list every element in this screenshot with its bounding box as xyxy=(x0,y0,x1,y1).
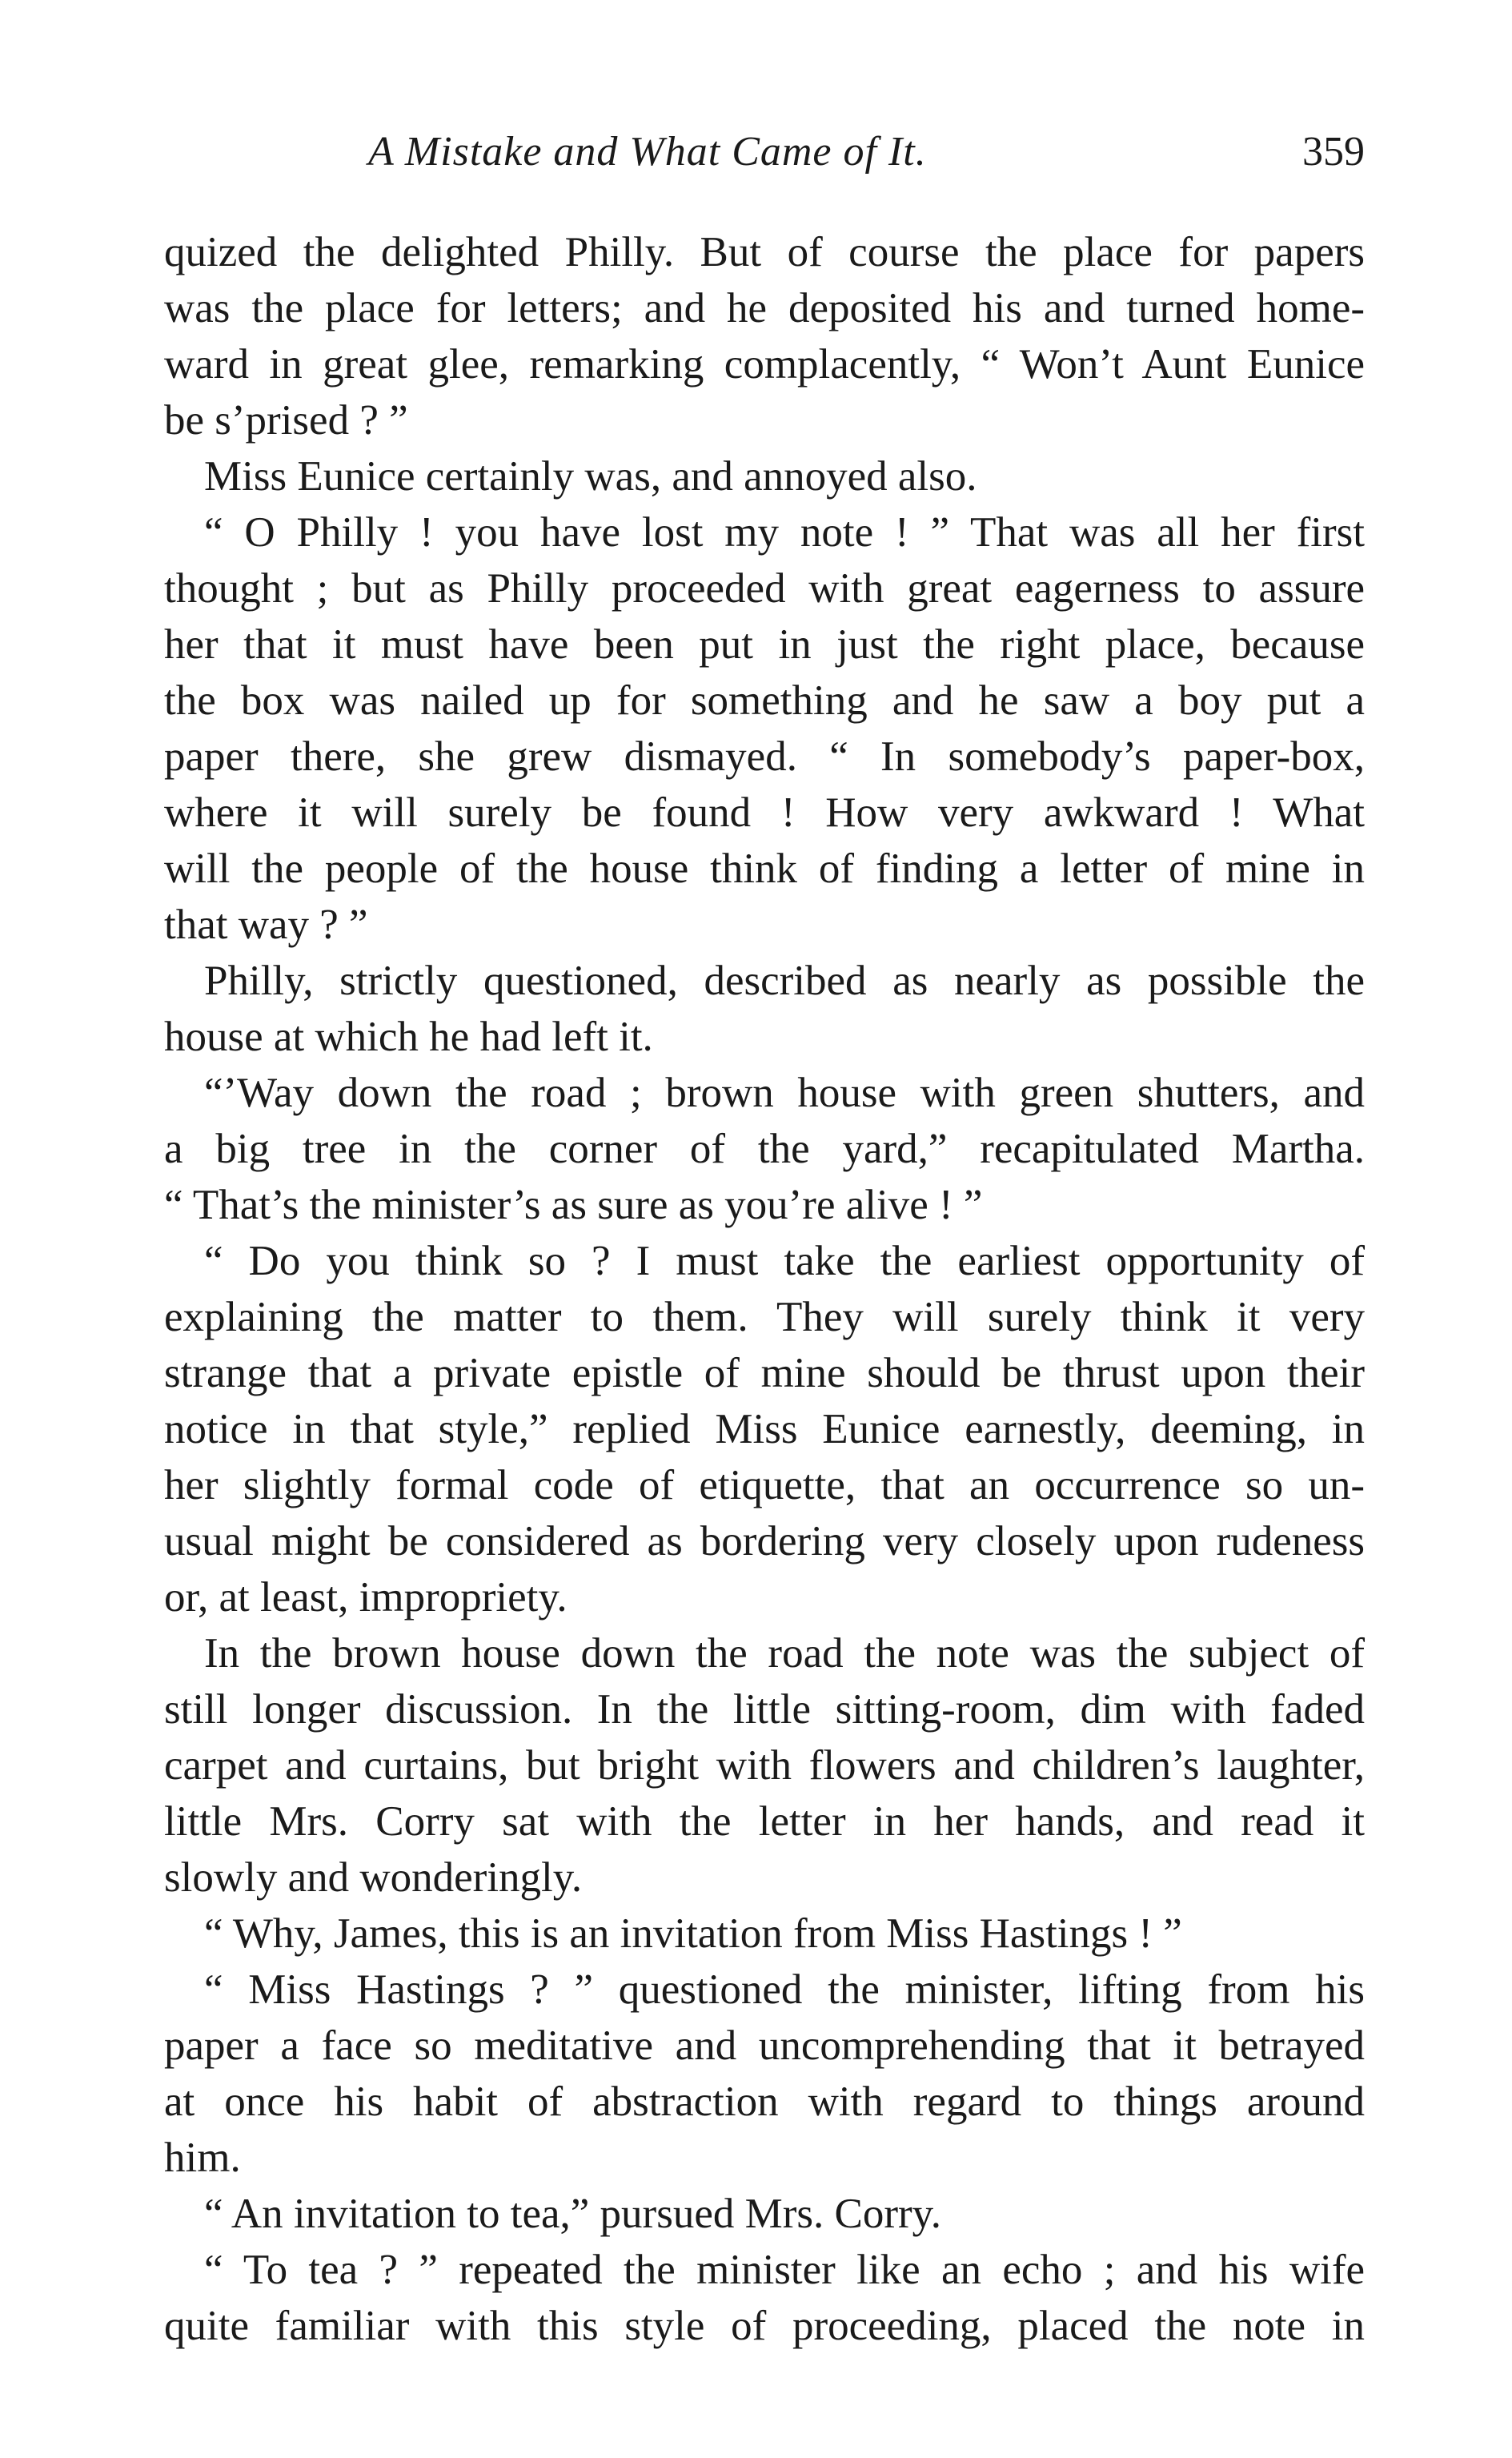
text-line: be s’prised ? ” xyxy=(164,397,408,444)
text-line: paper there, she grew dismayed. “ In somebody’s paper-box, xyxy=(164,733,1365,780)
text-line: “ To tea ? ” repeated the minister like an echo ; and his wife xyxy=(204,2247,1365,2293)
text-line: quized the delighted Philly. But of course the place for papers xyxy=(164,229,1365,275)
text-line: notice in that style,” replied Miss Eunice earnestly, deeming, in xyxy=(164,1406,1365,1452)
text-line: quite familiar with this style of proceeding, placed the note in xyxy=(164,2303,1365,2349)
text-line: In the brown house down the road the note was the subject of xyxy=(204,1630,1365,1677)
text-line: little Mrs. Corry sat with the letter in her hands, and read it xyxy=(164,1798,1365,1845)
text-line: was the place for letters; and he deposited his and turned home- xyxy=(164,285,1365,331)
text-line: will the people of the house think of finding a letter of mine in xyxy=(164,845,1365,892)
text-line: her slightly formal code of etiquette, that an occurrence so un- xyxy=(164,1462,1365,1508)
text-line: “’Way down the road ; brown house with green shutters, and xyxy=(204,1070,1365,1116)
text-line: “ O Philly ! you have lost my note ! ” That was all her first xyxy=(204,509,1365,556)
text-line: Philly, strictly questioned, described as nearly as possible the xyxy=(204,958,1365,1004)
running-title: A Mistake and What Came of It. xyxy=(368,129,927,175)
text-line: strange that a private epistle of mine should be thrust upon their xyxy=(164,1350,1365,1396)
text-line: a big tree in the corner of the yard,” recapitulated Martha. xyxy=(164,1126,1365,1172)
text-line: thought ; but as Philly proceeded with great eagerness to assure xyxy=(164,565,1365,612)
text-line: “ An invitation to tea,” pursued Mrs. Corry. xyxy=(204,2191,941,2237)
text-line: carpet and curtains, but bright with flowers and children’s laughter, xyxy=(164,1742,1365,1789)
text-line: “ Do you think so ? I must take the earliest opportunity of xyxy=(204,1238,1365,1284)
page-number: 359 xyxy=(1302,129,1365,175)
text-line: explaining the matter to them. They will surely think it very xyxy=(164,1294,1365,1340)
text-line: or, at least, impropriety. xyxy=(164,1574,568,1621)
text-line: her that it must have been put in just the right place, because xyxy=(164,621,1365,668)
text-line: paper a face so meditative and uncomprehending that it betrayed xyxy=(164,2022,1365,2069)
text-line: still longer discussion. In the little sitting-room, dim with faded xyxy=(164,1686,1365,1733)
text-line: him. xyxy=(164,2135,241,2181)
text-line: that way ? ” xyxy=(164,902,368,948)
text-line: usual might be considered as bordering very closely upon rudeness xyxy=(164,1518,1365,1564)
text-line: where it will surely be found ! How very awkward ! What xyxy=(164,789,1365,836)
text-line: slowly and wonderingly. xyxy=(164,1854,583,1901)
text-line: “ Why, James, this is an invitation from Miss Hastings ! ” xyxy=(204,1910,1182,1957)
text-line: the box was nailed up for something and he saw a boy put a xyxy=(164,677,1365,724)
body-text xyxy=(164,224,1365,2354)
text-line: “ That’s the minister’s as sure as you’re alive ! ” xyxy=(164,1182,983,1228)
page-header xyxy=(164,128,1365,184)
text-line: Miss Eunice certainly was, and annoyed also. xyxy=(204,453,977,500)
text-line: ward in great glee, remarking complacently, “ Won’t Aunt Eunice xyxy=(164,341,1365,388)
text-line: house at which he had left it. xyxy=(164,1014,653,1060)
text-line: at once his habit of abstraction with regard to things around xyxy=(164,2078,1365,2125)
text-line: “ Miss Hastings ? ” questioned the minister, lifting from his xyxy=(204,1966,1365,2013)
